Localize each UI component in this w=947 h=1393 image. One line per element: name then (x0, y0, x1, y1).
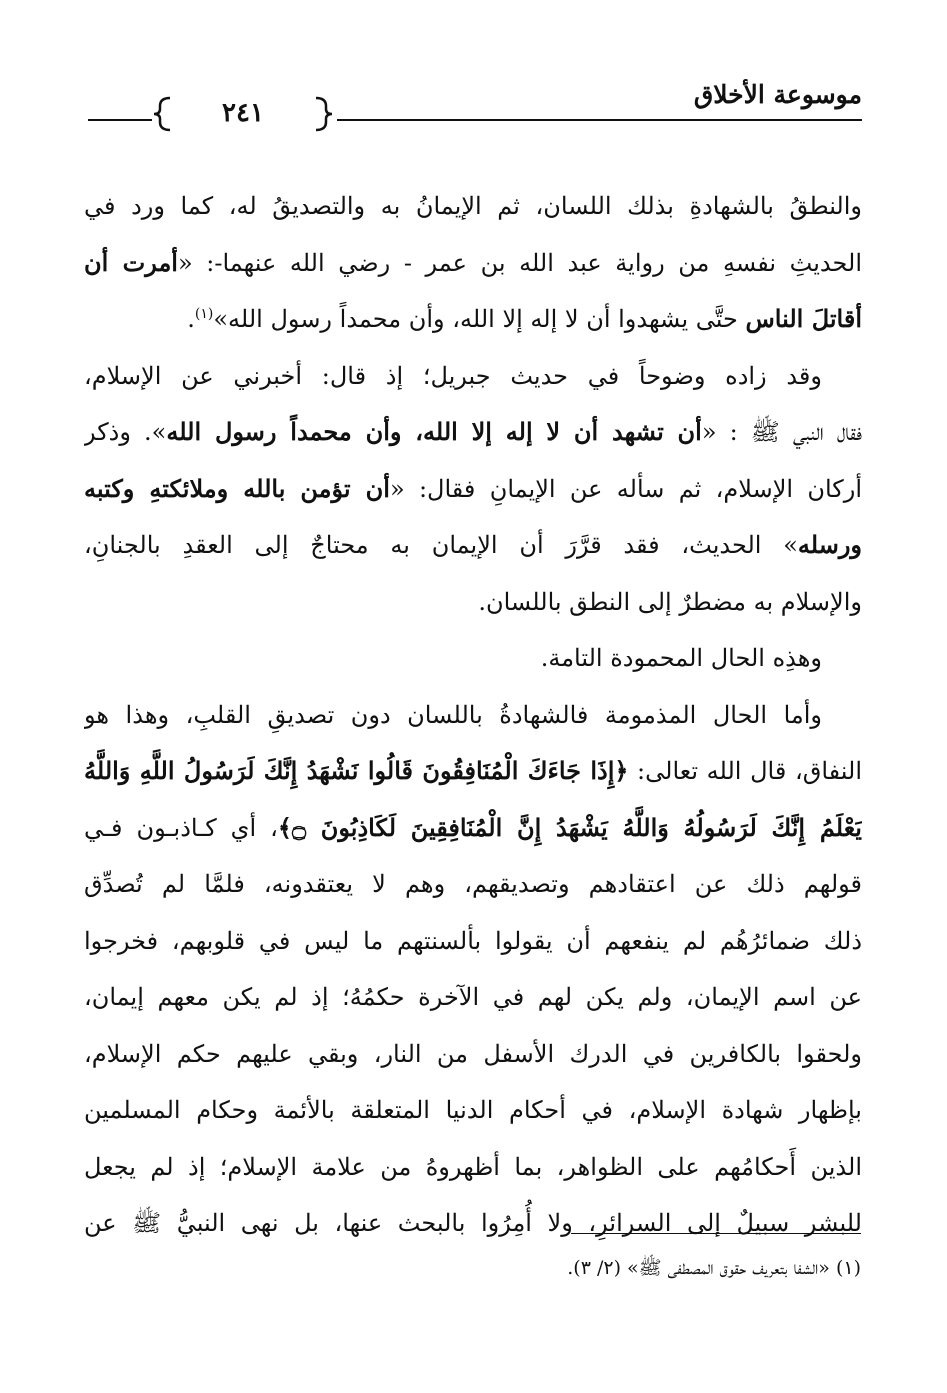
text-line (84, 404, 862, 461)
text-line (84, 1026, 862, 1083)
text-segment: » الحديث، فقد قرَّرَ أن الإيمان به محتاجٌ إلى العقدِ بالجنانِ، (84, 531, 798, 559)
text-segment: الحديثِ نفسهِ من رواية عبد الله بن عمر - رضي الله عنهما-: « (177, 248, 862, 277)
running-header (88, 78, 862, 138)
bold-text-segment: أن تشهد أن لا إله إلا الله، وأن محمداً رسول الله (166, 417, 702, 446)
text-segment: ولحقوا بالكافرين في الدرك الأسفل من النار، وبقي عليهم حكم الإسلام، (84, 1039, 862, 1068)
text-segment: ذلك ضمائرُهُم لم ينفعهم أن يقولوا بألسنتهم ما ليس في قلوبهم، فخرجوا (84, 926, 862, 955)
text-segment: وقد زاده وضوحاً في حديث جبريل؛ إذ قال: أخبرني عن الإسلام، (84, 361, 822, 390)
bold-text-segment: ﴿إِذَا جَاءَكَ الْمُنَافِقُونَ قَالُوا نَشْهَدُ إِنَّكَ لَرَسُولُ اللَّهِ وَاللَّهُ (84, 756, 629, 785)
text-line (84, 856, 862, 913)
bold-text-segment: يَعْلَمُ إِنَّكَ لَرَسُولُهُ وَاللَّهُ يَشْهَدُ إِنَّ الْمُنَافِقِينَ لَكَاذِبُونَ ۝﴾ (277, 812, 862, 842)
text-segment: ، أي كـاذبـون فـي (84, 813, 278, 842)
text-segment: والنطقُ بالشهادةِ بذلك اللسان، ثم الإيمانُ به والتصديقُ له، كما ورد في (84, 192, 862, 220)
text-segment: قولهم ذلك عن اعتقادهم وتصديقهم، وهم لا يعتقدونه، فلمَّا لم تُصدِّق (84, 870, 862, 898)
footnote-separator (571, 1233, 861, 1234)
text-line (84, 517, 862, 574)
text-segment: ». وذكر (84, 418, 167, 446)
page-number: ٢٤١ (222, 98, 264, 128)
text-line (84, 178, 862, 235)
footnote-reference[interactable]: (١) (194, 306, 214, 322)
main-text (84, 178, 862, 1252)
text-line (84, 235, 862, 292)
text-line (84, 1195, 862, 1252)
text-line (84, 348, 862, 405)
text-line (84, 800, 862, 857)
text-segment: للبشر سبيلٌ إلى السرائرِ، ولا أُمِرُوا بالبحث عنها، بل نهى النبيُّ ﷺ عن (84, 1209, 862, 1237)
text-segment: عن اسم الإيمان، ولم يكن لهم في الآخرة حكمُهُ؛ إذ لم يكن معهم إيمان، (84, 983, 862, 1011)
book-title: موسوعة الأخلاق (693, 80, 862, 109)
bold-text-segment: أن تؤمن بالله وملائكتهِ وكتبه (84, 473, 390, 503)
bold-text-segment: أمرت أن (84, 247, 178, 277)
footnote: (١) «الشفا بتعريف حقوق المصطفى ﷺ» (٢/ ٣). (567, 1257, 861, 1279)
text-line (84, 1082, 862, 1139)
page-number-frame (152, 92, 334, 136)
text-segment: النفاق، قال الله تعالى: (628, 757, 862, 785)
text-segment: أركان الإسلام، ثم سأله عن الإيمانِ فقال: « (389, 474, 862, 503)
text-line (84, 969, 862, 1026)
text-segment: بإظهار شهادة الإسلام، في أحكام الدنيا المتعلقة بالأئمة وحكام المسلمين (84, 1096, 862, 1124)
text-line (84, 1139, 862, 1196)
text-segment: الذين أَحكامُهم على الظواهر، بما أظهروهُ من علامة الإسلام؛ إذ لم يجعل (84, 1152, 862, 1181)
text-line (84, 291, 862, 348)
text-segment: فقال النبي ﷺ : « (701, 418, 862, 446)
text-line (84, 743, 862, 800)
header-rule-left (88, 119, 152, 121)
text-line (84, 913, 862, 970)
text-segment: وهذِه الحال المحمودة التامة. (540, 644, 822, 672)
text-segment: . (187, 305, 195, 333)
text-line (84, 574, 862, 631)
text-line (84, 687, 862, 744)
header-rule (337, 119, 862, 121)
text-line (84, 461, 862, 518)
bold-text-segment: ورسله (797, 530, 862, 559)
bold-text-segment: أقاتلَ الناس (745, 304, 862, 333)
text-segment: وأما الحال المذمومة فالشهادةُ باللسان دون تصديقِ القلبِ، وهذا هو (84, 700, 822, 729)
text-segment: حتَّى يشهدوا أن لا إله إلا الله، وأن محمداً رسول الله» (213, 305, 746, 333)
text-line (84, 630, 862, 687)
text-segment: والإسلام به مضطرٌ إلى النطق باللسان. (478, 587, 862, 616)
